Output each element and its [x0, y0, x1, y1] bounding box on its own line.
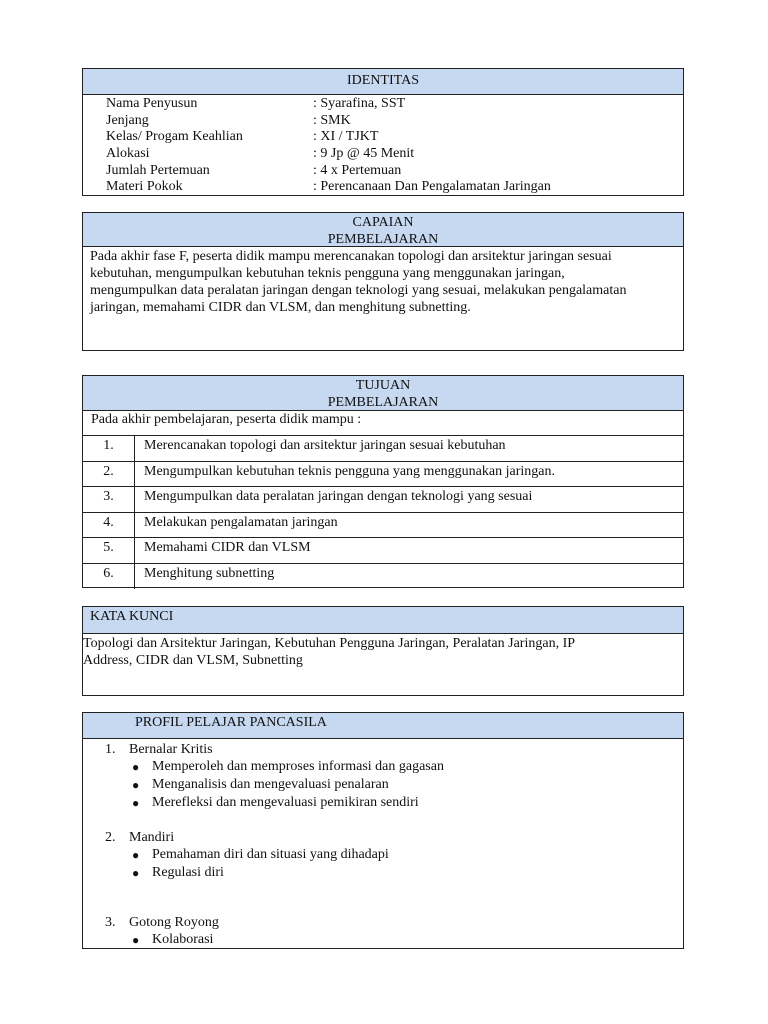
- tujuan-section: [82, 375, 684, 588]
- tujuan-text: Memahami CIDR dan VLSM: [144, 540, 311, 555]
- profil-bullet: [83, 794, 683, 812]
- identitas-row: [83, 113, 683, 130]
- profil-bullet-text: Memperoleh dan memproses informasi dan gagasan: [152, 759, 444, 774]
- capaian-line: Pada akhir fase F, peserta didik mampu merencanakan topologi dan arsitektur jaringan sesuai: [90, 249, 612, 264]
- identitas-row: [83, 129, 683, 146]
- tujuan-num: 6.: [83, 564, 135, 590]
- profil-bullet: [83, 846, 683, 864]
- tujuan-row: [83, 462, 683, 488]
- capaian-line: mengumpulkan data peralatan jaringan dengan teknologi yang sesuai, melakukan pengalamatan: [90, 283, 627, 298]
- profil-group: [83, 812, 683, 882]
- profil-bullet: [83, 758, 683, 776]
- tujuan-header: [83, 376, 683, 411]
- tujuan-text: Mengumpulkan data peralatan jaringan dengan teknologi yang sesuai: [144, 489, 533, 504]
- tujuan-num: 4.: [83, 513, 135, 538]
- identitas-key: Alokasi: [106, 146, 150, 162]
- identitas-value: : Perencanaan Dan Pengalamatan Jaringan: [313, 179, 551, 195]
- bullet-dot-icon: ●: [132, 796, 140, 810]
- profil-group-title: Bernalar Kritis: [129, 742, 213, 757]
- capaian-header-line1: CAPAIAN: [352, 215, 414, 230]
- profil-bullet: [83, 776, 683, 794]
- identitas-value: : Syarafina, SST: [313, 96, 406, 111]
- profil-bullet-text: Kolaborasi: [152, 932, 214, 947]
- bullet-dot-icon: ●: [132, 866, 140, 880]
- kata-kunci-section: [82, 606, 684, 696]
- tujuan-num: 3.: [83, 487, 135, 512]
- tujuan-row: [83, 487, 683, 513]
- capaian-line: kebutuhan, mengumpulkan kebutuhan teknis pengguna yang menggunakan jaringan,: [90, 266, 565, 281]
- identitas-key: Kelas/ Progam Keahlian: [106, 129, 243, 145]
- bullet-dot-icon: ●: [132, 778, 140, 792]
- profil-bullet-text: Regulasi diri: [152, 865, 224, 880]
- identitas-key: Materi Pokok: [106, 179, 183, 195]
- profil-group-num: 2.: [105, 830, 116, 845]
- bullet-dot-icon: ●: [132, 848, 140, 862]
- bullet-dot-icon: ●: [132, 760, 140, 774]
- identitas-key: Nama Penyusun: [106, 96, 198, 111]
- identitas-row: [83, 179, 683, 196]
- tujuan-row: [83, 564, 683, 590]
- tujuan-text: Mengumpulkan kebutuhan teknis pengguna yang menggunakan jaringan.: [144, 463, 555, 479]
- identitas-row: [83, 146, 683, 163]
- profil-group: [83, 882, 683, 949]
- tujuan-text: Menghitung subnetting: [144, 565, 275, 581]
- profil-header: PROFIL PELAJAR PANCASILA: [83, 713, 683, 739]
- tujuan-text: Merencanakan topologi dan arsitektur jaringan sesuai kebutuhan: [144, 438, 506, 453]
- tujuan-num: 5.: [83, 538, 135, 563]
- profil-group-num: 1.: [105, 742, 116, 757]
- identitas-row: [83, 163, 683, 180]
- identitas-row: [83, 96, 683, 113]
- profil-bullet-text: Merefleksi dan mengevaluasi pemikiran sendiri: [152, 795, 419, 810]
- profil-bullet: [83, 864, 683, 882]
- capaian-line: jaringan, memahami CIDR dan VLSM, dan menghitung subnetting.: [90, 300, 471, 315]
- tujuan-row: [83, 513, 683, 539]
- tujuan-num: 1.: [83, 436, 135, 461]
- profil-bullet: [83, 931, 683, 949]
- capaian-section: [82, 212, 684, 351]
- kata-kunci-header: KATA KUNCI: [83, 607, 683, 634]
- profil-bullet-text: Menganalisis dan mengevaluasi penalaran: [152, 777, 389, 792]
- tujuan-num: 2.: [83, 462, 135, 487]
- identitas-value: : 9 Jp @ 45 Menit: [313, 146, 415, 162]
- identitas-key: Jenjang: [106, 112, 149, 128]
- identitas-value: : 4 x Pertemuan: [313, 162, 402, 178]
- profil-group: [83, 739, 683, 812]
- identitas-value: : XI / TJKT: [313, 129, 379, 145]
- tujuan-row: [83, 436, 683, 462]
- kata-kunci-line: Topologi dan Arsitektur Jaringan, Kebutuhan Pengguna Jaringan, Peralatan Jaringan, IP: [83, 636, 576, 651]
- tujuan-text: Melakukan pengalamatan jaringan: [144, 514, 338, 530]
- profil-section: [82, 712, 684, 949]
- capaian-header: [83, 213, 683, 247]
- capaian-header-line2: PEMBELAJARAN: [327, 232, 439, 247]
- tujuan-row: [83, 538, 683, 564]
- tujuan-header-line1: TUJUAN: [355, 378, 411, 393]
- identitas-section: [82, 68, 684, 196]
- identitas-header: IDENTITAS: [83, 69, 683, 95]
- profil-group-title: Mandiri: [129, 830, 175, 845]
- profil-group-num: 3.: [105, 915, 116, 930]
- profil-group-title: Gotong Royong: [129, 915, 219, 930]
- kata-kunci-line: Address, CIDR dan VLSM, Subnetting: [83, 653, 303, 668]
- bullet-dot-icon: ●: [132, 933, 140, 947]
- profil-bullet-text: Pemahaman diri dan situasi yang dihadapi: [152, 847, 389, 862]
- tujuan-header-line2: PEMBELAJARAN: [327, 395, 439, 410]
- kata-kunci-text: [83, 634, 683, 669]
- identitas-key: Jumlah Pertemuan: [106, 162, 210, 178]
- tujuan-intro: Pada akhir pembelajaran, peserta didik mampu :: [83, 411, 683, 436]
- capaian-text: [83, 247, 679, 316]
- identitas-value: : SMK: [313, 112, 351, 128]
